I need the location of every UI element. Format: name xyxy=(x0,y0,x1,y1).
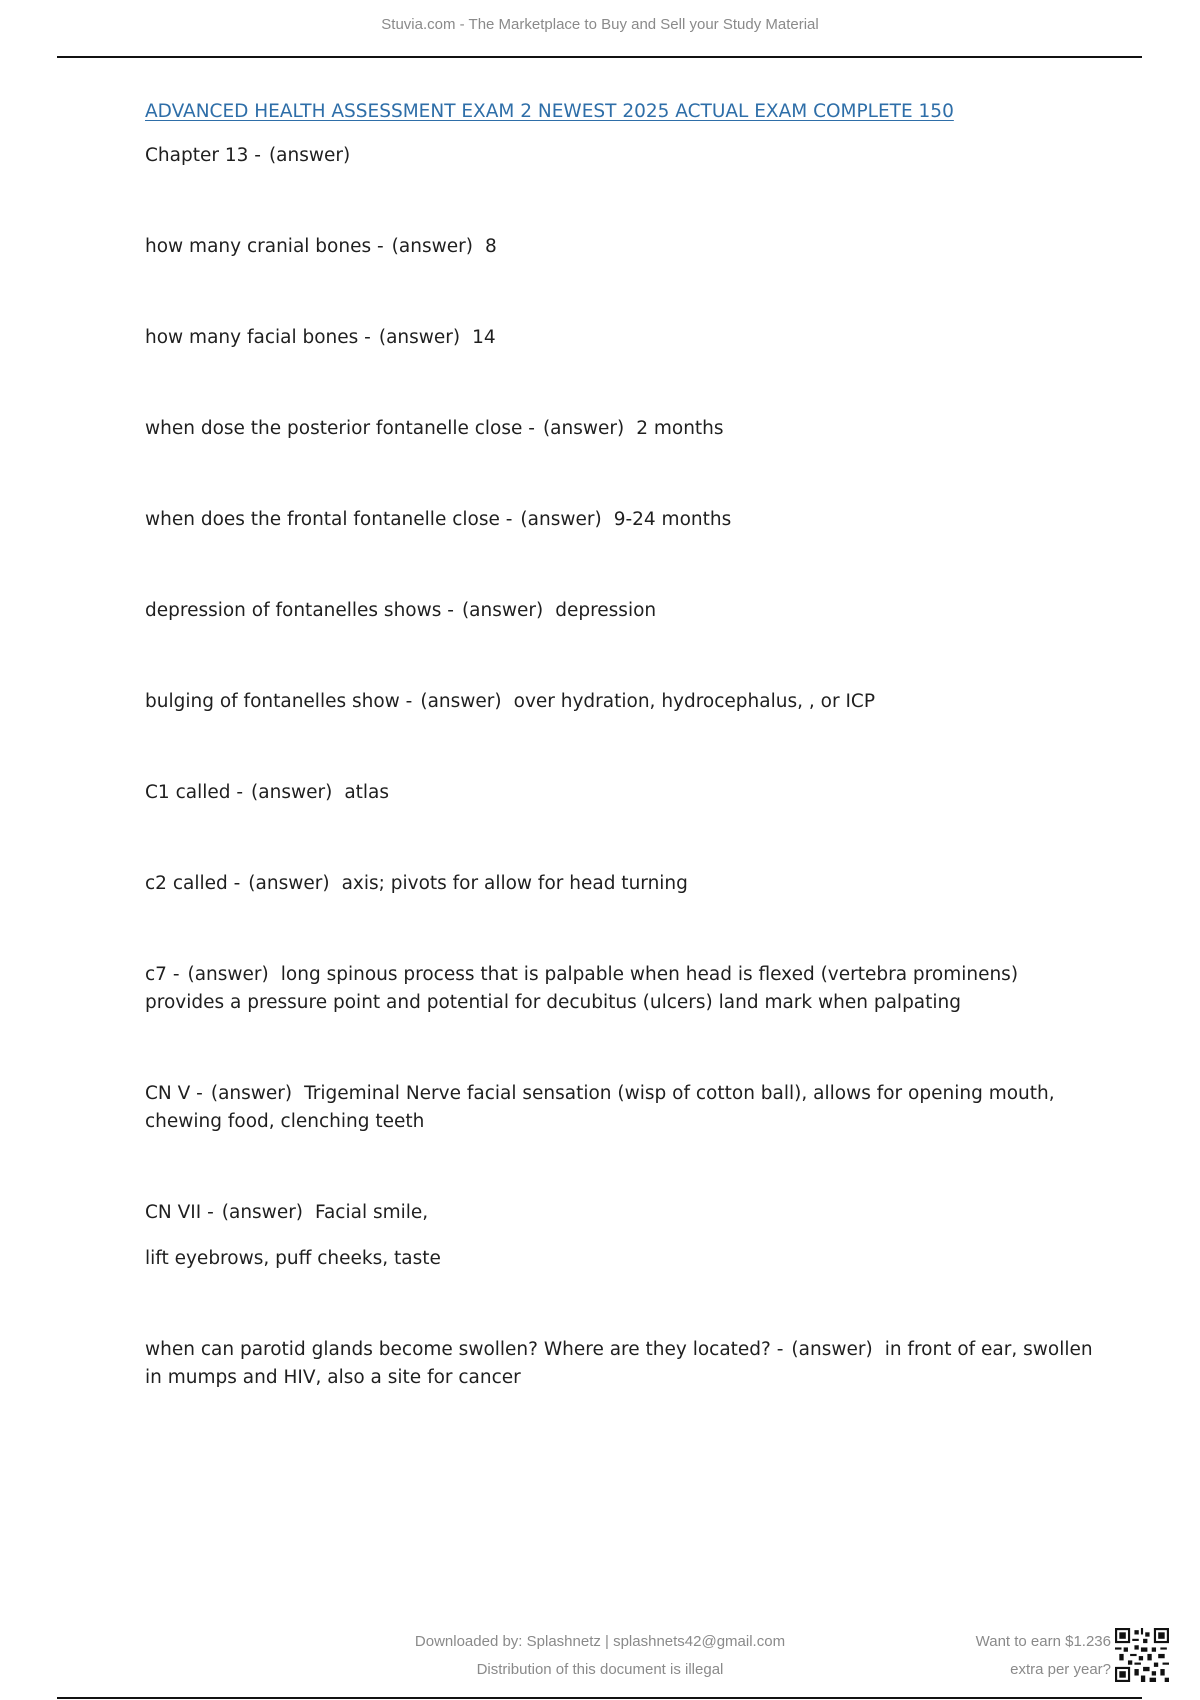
question-text: how many facial bones - xyxy=(145,327,371,348)
qa-item xyxy=(145,870,1095,898)
answer-marker: (answer) xyxy=(542,418,625,439)
answer-marker: (answer) xyxy=(420,691,502,712)
answer-marker: (answer) xyxy=(248,873,330,894)
qa-item xyxy=(145,688,1095,716)
question-text: c2 called - xyxy=(145,873,241,894)
qa-list xyxy=(145,142,1095,1392)
qa-item xyxy=(145,779,1095,807)
question-text: C1 called - xyxy=(145,782,244,803)
promo-line-1: Want to earn $1.236 xyxy=(975,1633,1111,1650)
answer-marker: (answer) xyxy=(791,1339,873,1360)
answer-text: atlas xyxy=(344,782,390,803)
answer-text: 2 months xyxy=(636,418,724,439)
answer-text: 9-24 months xyxy=(613,509,732,530)
answer-marker: (answer) xyxy=(520,509,602,530)
footer-download-info xyxy=(300,1628,900,1684)
answer-marker: (answer) xyxy=(210,1083,293,1104)
answer-marker: (answer) xyxy=(268,145,351,166)
answer-text: 14 xyxy=(472,327,496,348)
answer-continuation: lift eyebrows, puff cheeks, taste xyxy=(145,1248,441,1269)
downloaded-by-text: Downloaded by: Splashnetz | splashnets42@gmail.com xyxy=(414,1633,786,1650)
qa-item xyxy=(145,415,1095,443)
answer-text xyxy=(356,145,362,166)
question-text: c7 - xyxy=(145,964,180,985)
question-text: Chapter 13 - xyxy=(145,145,261,166)
answer-marker: (answer) xyxy=(251,782,333,803)
qa-item xyxy=(145,233,1095,261)
qr-code-icon[interactable] xyxy=(1115,1628,1169,1682)
qa-item xyxy=(145,142,1095,170)
answer-text: Trigeminal Nerve facial sensation (wisp of cotton ball), allows for opening mouth, chewing food, clenching teeth xyxy=(145,1083,1055,1132)
promo-line-2: extra per year? xyxy=(1010,1661,1111,1678)
footer-divider xyxy=(57,1697,1142,1699)
question-text: depression of fontanelles shows - xyxy=(145,600,454,621)
answer-text: long spinous process that is palpable when head is flexed (vertebra prominens) provides a pressure point and potential for decubitus (ulcers) land mark when palpating xyxy=(145,964,1019,1013)
answer-text: depression xyxy=(555,600,657,621)
footer-promo[interactable] xyxy=(900,1628,1111,1684)
answer-text: Facial smile, xyxy=(315,1202,429,1223)
answer-text: in front of ear, swollen in mumps and HIV, also a site for cancer xyxy=(145,1339,1093,1388)
distribution-notice: Distribution of this document is illegal xyxy=(476,1661,724,1678)
answer-marker: (answer) xyxy=(461,600,544,621)
qa-item xyxy=(145,597,1095,625)
document-body xyxy=(145,98,1095,1455)
answer-text: 8 xyxy=(484,236,497,257)
answer-text: over hydration, hydrocephalus, , or ICP xyxy=(513,691,875,712)
answer-text: axis; pivots for allow for head turning xyxy=(341,873,688,894)
header-divider xyxy=(57,56,1142,58)
question-text: CN V - xyxy=(145,1083,203,1104)
document-title[interactable]: ADVANCED HEALTH ASSESSMENT EXAM 2 NEWEST 2025 ACTUAL EXAM COMPLETE 150 xyxy=(145,101,954,122)
question-text: bulging of fontanelles show - xyxy=(145,691,413,712)
answer-marker: (answer) xyxy=(187,964,269,985)
question-text: when can parotid glands become swollen? Where are they located? - xyxy=(145,1339,784,1360)
answer-marker: (answer) xyxy=(221,1202,304,1223)
answer-marker: (answer) xyxy=(391,236,473,257)
qa-item xyxy=(145,1199,1095,1273)
question-text: how many cranial bones - xyxy=(145,236,384,257)
page-header: Stuvia.com - The Marketplace to Buy and Sell your Study Material xyxy=(381,16,819,33)
question-text: when does the frontal fontanelle close - xyxy=(145,509,513,530)
answer-marker: (answer) xyxy=(378,327,461,348)
qa-item xyxy=(145,506,1095,534)
qa-item xyxy=(145,1080,1095,1136)
question-text: when dose the posterior fontanelle close - xyxy=(145,418,535,439)
qa-item xyxy=(145,1336,1095,1392)
qa-item xyxy=(145,324,1095,352)
question-text: CN VII - xyxy=(145,1202,214,1223)
qa-item xyxy=(145,961,1095,1017)
